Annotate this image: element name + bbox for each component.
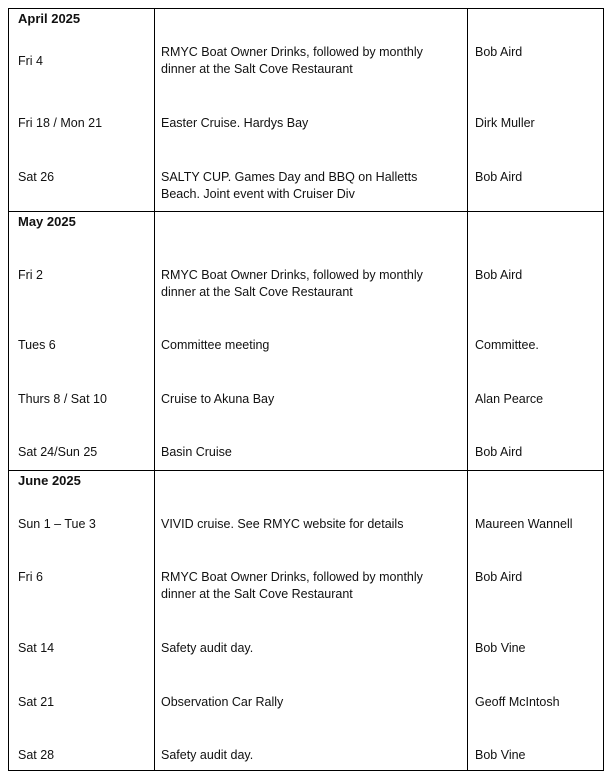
event-description: Safety audit day. — [161, 748, 254, 762]
event-description: VIVID cruise. See RMYC website for details — [161, 517, 404, 531]
event-date: Sat 24/Sun 25 — [18, 445, 98, 459]
event-date: Sat 14 — [18, 641, 55, 655]
section-divider — [9, 211, 603, 212]
column-divider — [467, 9, 468, 770]
event-contact: Bob Aird — [475, 268, 523, 282]
event-date: Fri 4 — [18, 54, 43, 68]
event-date: Sat 28 — [18, 748, 55, 762]
column-divider — [154, 9, 155, 770]
event-date: Tues 6 — [18, 338, 56, 352]
event-date: Sat 26 — [18, 170, 55, 184]
event-description: Observation Car Rally — [161, 695, 284, 709]
event-contact: Dirk Muller — [475, 116, 535, 130]
event-description: Committee meeting — [161, 338, 270, 352]
event-date: Sun 1 – Tue 3 — [18, 517, 96, 531]
event-contact: Bob Vine — [475, 748, 526, 762]
section-heading: May 2025 — [18, 214, 76, 229]
event-contact: Bob Aird — [475, 445, 523, 459]
event-description: RMYC Boat Owner Drinks, followed by monthly — [161, 570, 423, 584]
event-contact: Bob Aird — [475, 570, 523, 584]
section-divider — [9, 470, 603, 471]
event-description: RMYC Boat Owner Drinks, followed by monthly — [161, 45, 423, 59]
event-date: Fri 6 — [18, 570, 43, 584]
event-contact: Alan Pearce — [475, 392, 544, 406]
event-description: Easter Cruise. Hardys Bay — [161, 116, 309, 130]
event-date: Sat 21 — [18, 695, 55, 709]
event-description: RMYC Boat Owner Drinks, followed by monthly — [161, 268, 423, 282]
event-description: dinner at the Salt Cove Restaurant — [161, 587, 353, 601]
event-contact: Maureen Wannell — [475, 517, 573, 531]
event-contact: Bob Aird — [475, 170, 523, 184]
event-date: Thurs 8 / Sat 10 — [18, 392, 107, 406]
event-contact: Bob Vine — [475, 641, 526, 655]
event-contact: Bob Aird — [475, 45, 523, 59]
event-contact: Geoff McIntosh — [475, 695, 560, 709]
event-description: Basin Cruise — [161, 445, 232, 459]
event-description: Beach. Joint event with Cruiser Div — [161, 187, 355, 201]
event-date: Fri 18 / Mon 21 — [18, 116, 103, 130]
event-description: SALTY CUP. Games Day and BBQ on Halletts — [161, 170, 418, 184]
event-description: dinner at the Salt Cove Restaurant — [161, 285, 353, 299]
events-table — [8, 8, 604, 771]
event-description: Safety audit day. — [161, 641, 254, 655]
section-heading: June 2025 — [18, 473, 81, 488]
section-heading: April 2025 — [18, 11, 81, 26]
event-date: Fri 2 — [18, 268, 43, 282]
event-description: dinner at the Salt Cove Restaurant — [161, 62, 353, 76]
event-description: Cruise to Akuna Bay — [161, 392, 275, 406]
event-contact: Committee. — [475, 338, 539, 352]
